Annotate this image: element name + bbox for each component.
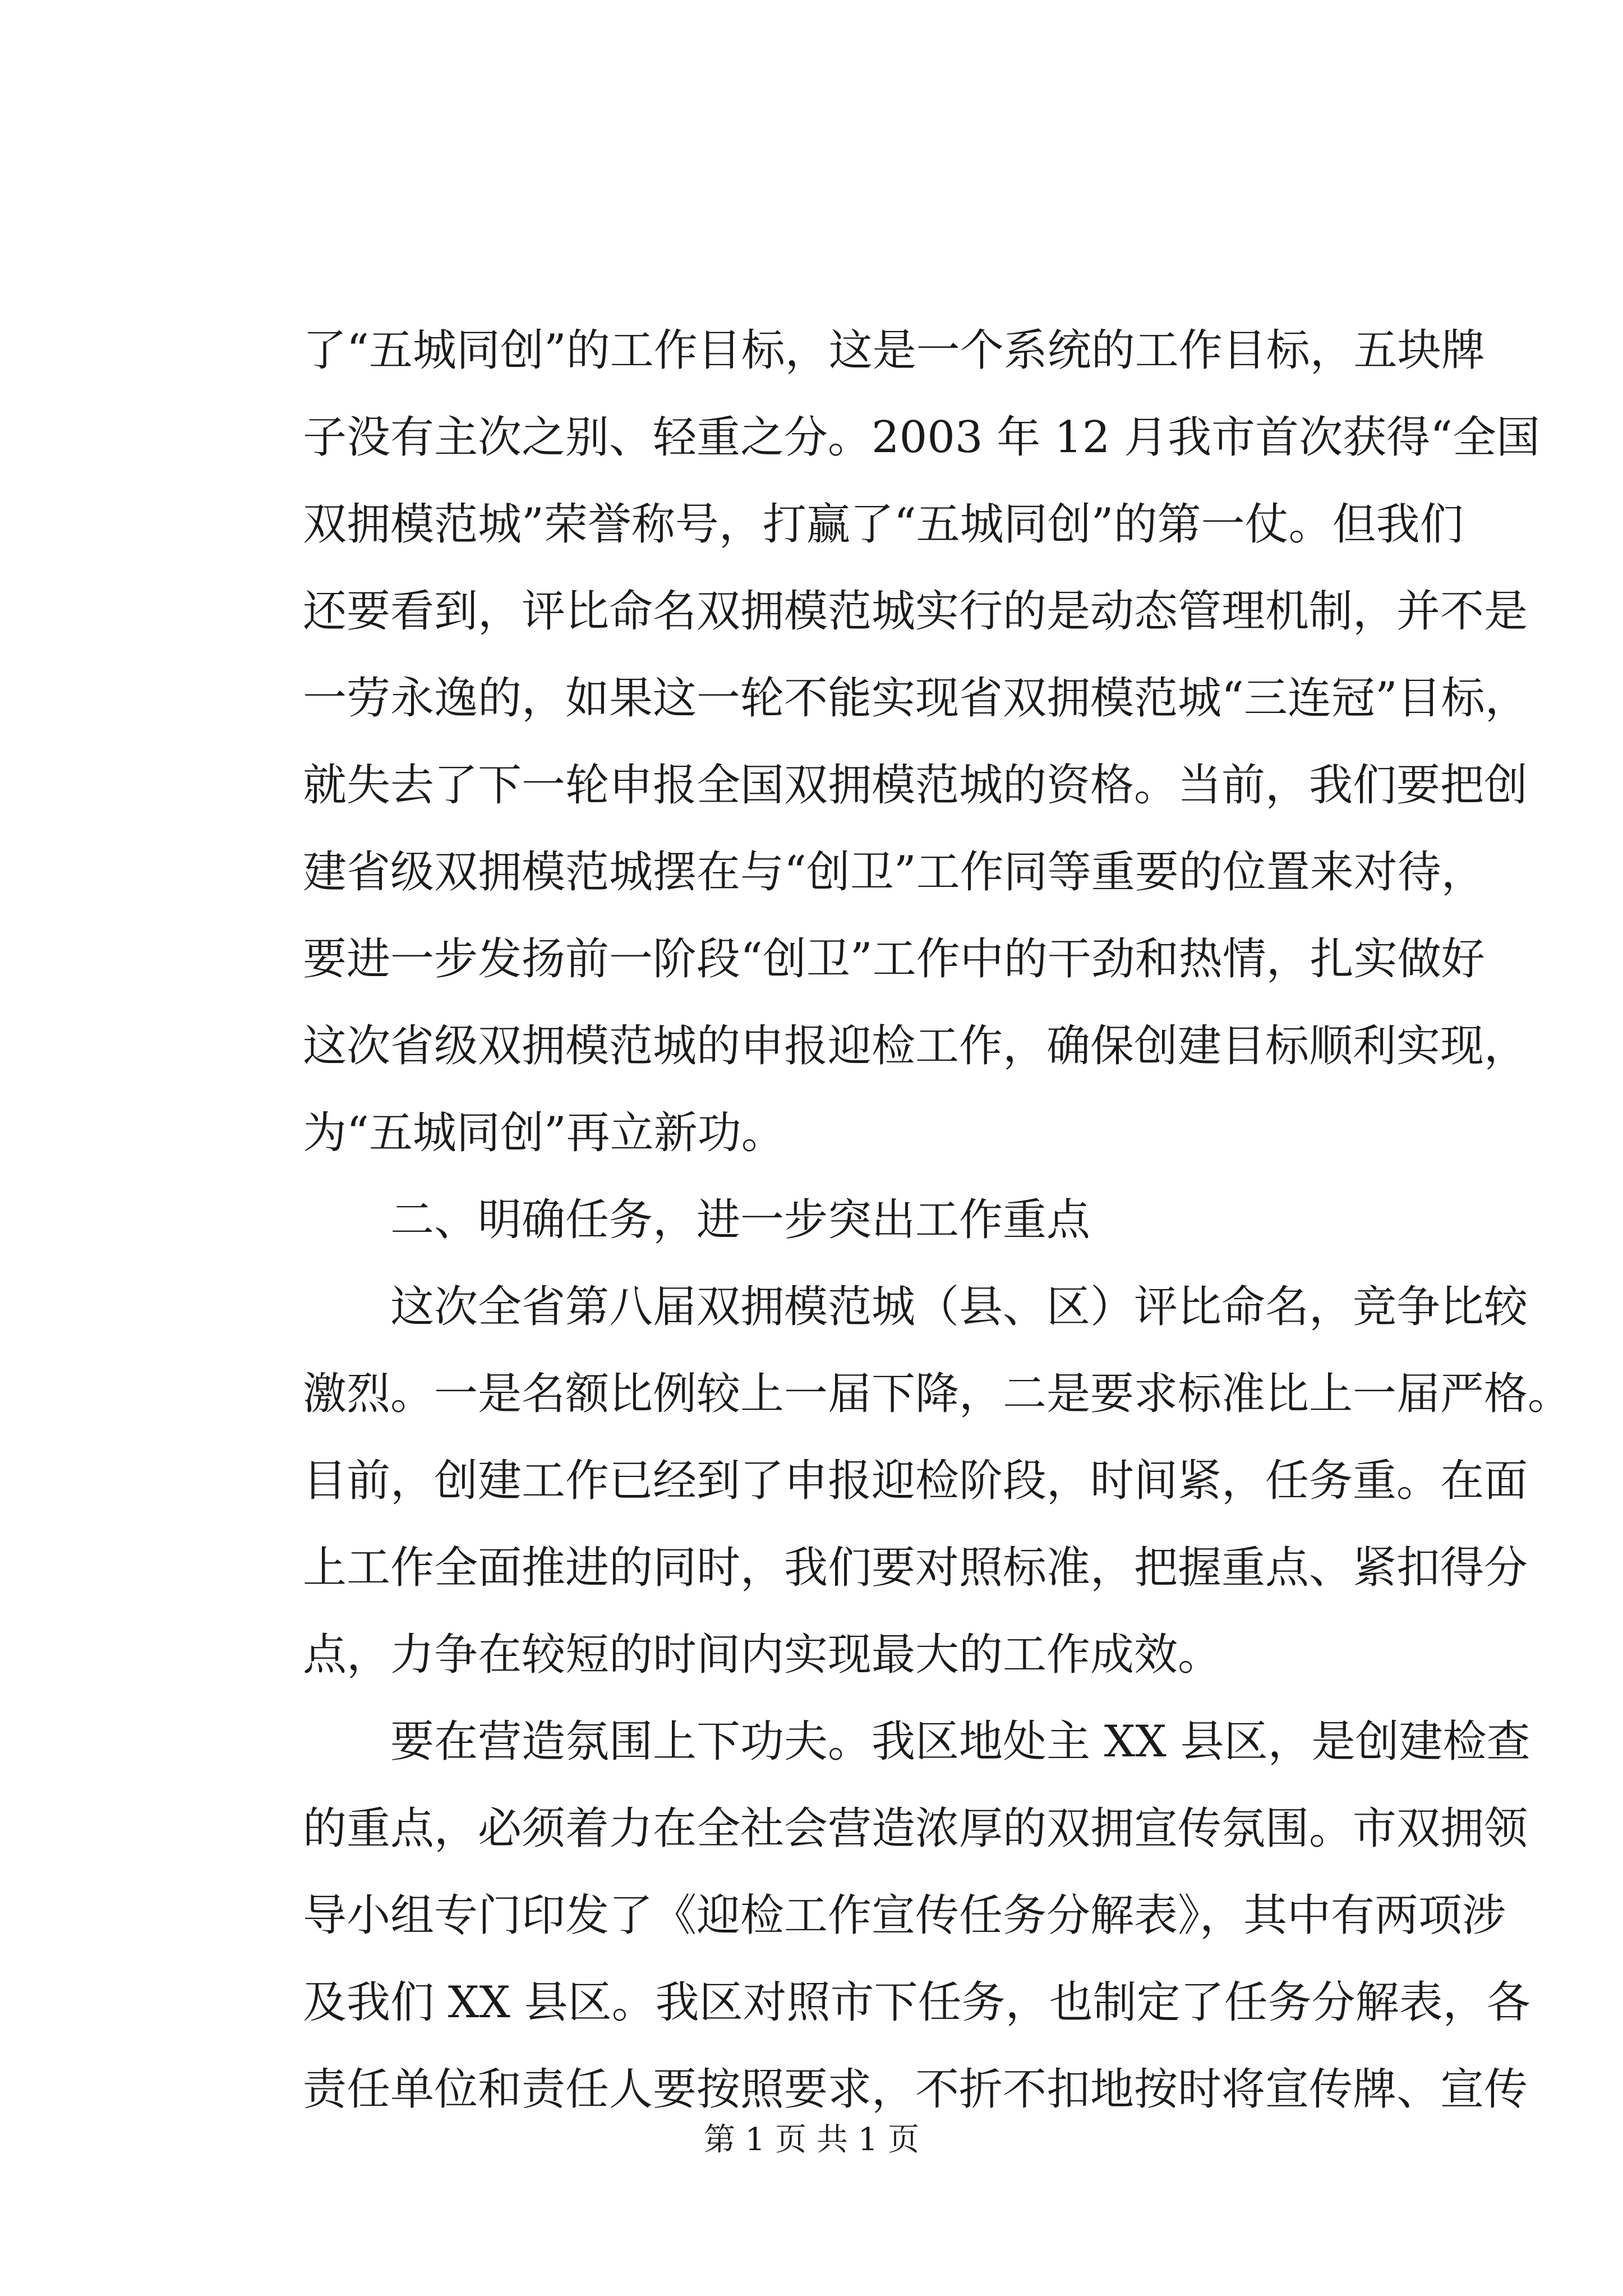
body-text <box>303 307 1572 2133</box>
text-line: 建省级双拥模范城摆在与“创卫”工作同等重要的位置来对待， <box>303 847 1485 898</box>
text-line: 的重点，必须着力在全社会营造浓厚的双拥宣传氛围。市双拥领 <box>303 1803 1528 1854</box>
text-line: 就失去了下一轮申报全国双拥模范城的资格。当前，我们要把创 <box>303 760 1528 811</box>
text-line: 激烈。一是名额比例较上一届下降，二是要求标准比上一届严格。 <box>303 1369 1572 1419</box>
text-line: 要进一步发扬前一阶段“创卫”工作中的干劲和热情，扎实做好 <box>303 934 1485 984</box>
text-line: 双拥模范城”荣誉称号，打赢了“五城同创”的第一仗。但我们 <box>303 499 1464 550</box>
section-heading: 二、明确任务，进一步突出工作重点 <box>303 1195 1091 1245</box>
text-line: 上工作全面推进的同时，我们要对照标准，把握重点、紧扣得分 <box>303 1543 1528 1593</box>
text-line: 这次全省第八届双拥模范城（县、区）评比命名，竞争比较 <box>303 1282 1528 1332</box>
text-line: 一劳永逸的，如果这一轮不能实现省双拥模范城“三连冠”目标， <box>303 673 1529 724</box>
text-line: 点，力争在较短的时间内实现最大的工作成效。 <box>303 1630 1222 1680</box>
text-line: 了“五城同创”的工作目标，这是一个系统的工作目标，五块牌 <box>303 325 1485 376</box>
page-footer: 第 1 页 共 1 页 <box>703 2122 920 2158</box>
text-line: 这次省级双拥模范城的申报迎检工作，确保创建目标顺利实现， <box>303 1021 1528 1071</box>
text-line: 责任单位和责任人要按照要求，不折不扣地按时将宣传牌、宣传 <box>303 2064 1528 2115</box>
text-line: 为“五城同创”再立新功。 <box>303 1108 785 1158</box>
text-line: 目前，创建工作已经到了申报迎检阶段，时间紧，任务重。在面 <box>303 1456 1528 1506</box>
text-line: 及我们 XX 县区。我区对照市下任务，也制定了任务分解表，各 <box>303 1977 1530 2028</box>
text-line: 导小组专门印发了《迎检工作宣传任务分解表》，其中有两项涉 <box>303 1890 1506 1941</box>
text-line: 要在营造氛围上下功夫。我区地处主 XX 县区，是创建检查 <box>303 1717 1530 1767</box>
text-line: 还要看到，评比命名双拥模范城实行的是动态管理机制，并不是 <box>303 586 1528 637</box>
text-line: 子没有主次之别、轻重之分。2003 年 12 月我市首次获得“全国 <box>303 412 1541 463</box>
